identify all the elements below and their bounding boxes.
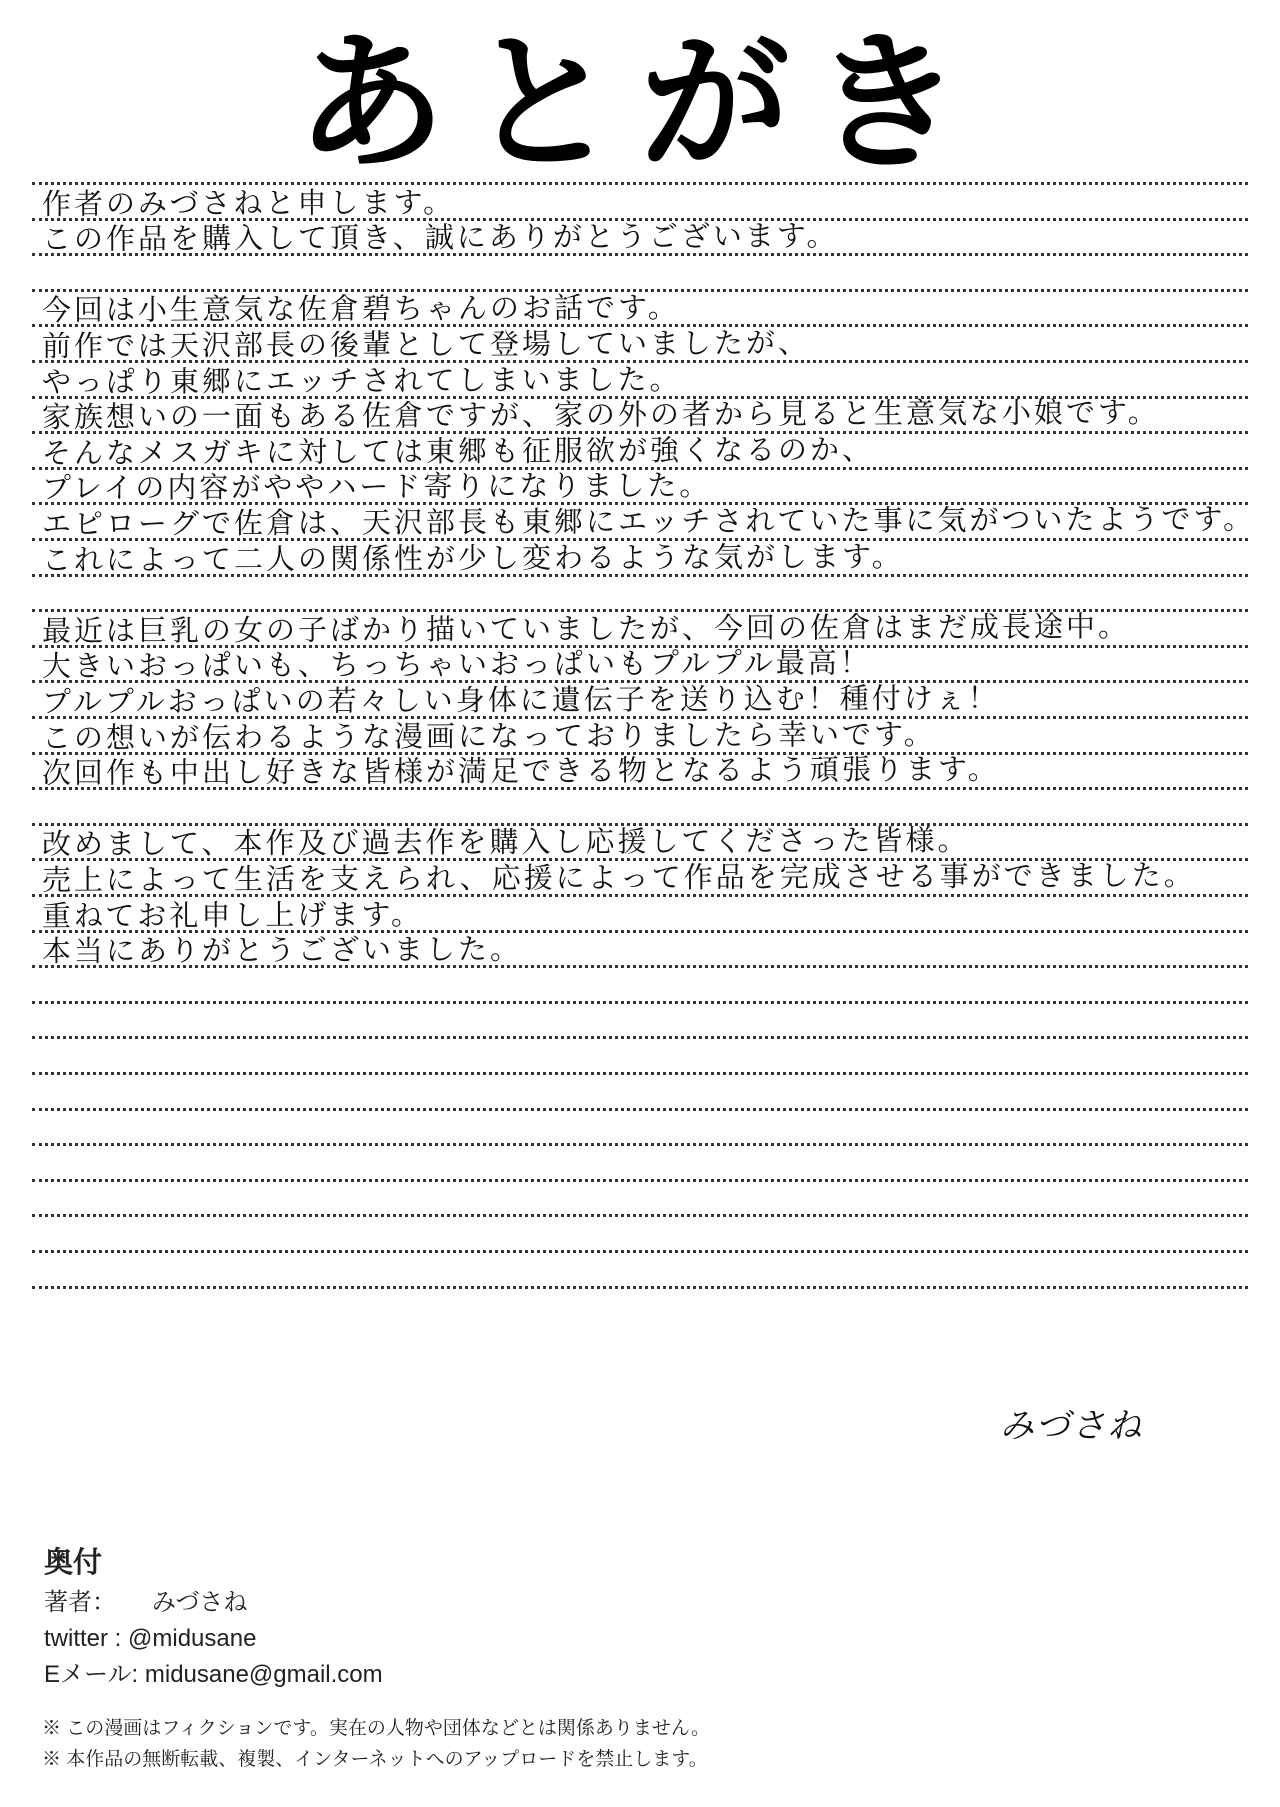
afterword-line: この想いが伝わるような漫画になっておりましたら幸いです。 (41, 716, 936, 755)
afterword-line: 重ねてお礼申し上げます。 (41, 896, 424, 933)
dotted-rule (32, 1179, 1248, 1182)
colophon-twitter: twitter : @midusane (44, 1625, 257, 1652)
dotted-rule (32, 1036, 1248, 1039)
colophon-author (44, 1588, 248, 1618)
afterword-line: プルプルおっぱいの若々しい身体に遺伝子を送り込む！種付けぇ！ (41, 680, 1000, 719)
copyright-notice: ※ 本作品の無断転載、複製、インターネットへのアップロードを禁止します。 (42, 1749, 708, 1770)
afterword-line: 大きいおっぱいも、ちっちゃいおっぱいもプルプル最高！ (41, 645, 872, 684)
dotted-rule (32, 1214, 1248, 1217)
author-signature: みづさね (1000, 1406, 1144, 1446)
afterword-line: 前作では天沢部長の後輩として登場していましたが、 (41, 325, 811, 363)
afterword-line: この作品を購入して頂き、誠にありがとうございます。 (41, 218, 839, 257)
dotted-rule (32, 1108, 1248, 1111)
afterword-line: 次回作も中出し好きな皆様が満足できる物となるよう頑張ります。 (41, 752, 1000, 791)
dotted-rule (32, 1250, 1248, 1253)
afterword-line: 最近は巨乳の女の子ばかり描いていましたが、今回の佐倉はまだ成長途中。 (41, 609, 1131, 648)
afterword-line: これによって二人の関係性が少し変わるような気がします。 (41, 538, 904, 577)
page-title: あとがき (295, 15, 984, 191)
author-label: 著者： (44, 1589, 116, 1616)
afterword-line: 作者のみづさねと申します。 (41, 184, 456, 221)
colophon-heading: 奥付 (44, 1547, 103, 1579)
afterword-line: 改めまして、本作及び過去作を購入し応援してくださった皆様。 (41, 823, 970, 862)
afterword-line: やっぱり東郷にエッチされてしまいました。 (41, 361, 682, 399)
afterword-line: 家族想いの一面もある佐倉ですが、家の外の者から見ると生意気な小娘です。 (41, 395, 1160, 435)
afterword-line: プレイの内容がややハード寄りになりました。 (41, 468, 712, 506)
afterword-line: そんなメスガキに対しては東郷も征服欲が強くなるのか、 (41, 432, 875, 470)
dotted-rule (32, 1286, 1248, 1289)
afterword-line: 今回は小生意気な佐倉碧ちゃんのお話です。 (41, 290, 680, 328)
afterword-line: 本当にありがとうございました。 (41, 932, 523, 969)
dotted-rule (32, 1143, 1248, 1146)
author-name: みづさね (152, 1589, 248, 1616)
afterword-line: エピローグで佐倉は、天沢部長も東郷にエッチされていた事に気がついたようです。 (41, 501, 1256, 541)
colophon-email: Eメール: midusane@gmail.com (44, 1661, 383, 1688)
dotted-rule (32, 1001, 1248, 1004)
dotted-rule (32, 1072, 1248, 1075)
fiction-notice: ※ この漫画はフィクションです。実在の人物や団体などとは関係ありません。 (42, 1718, 711, 1739)
afterword-line: 売上によって生活を支えられ、応援によって作品を完成させる事ができました。 (41, 857, 1196, 897)
